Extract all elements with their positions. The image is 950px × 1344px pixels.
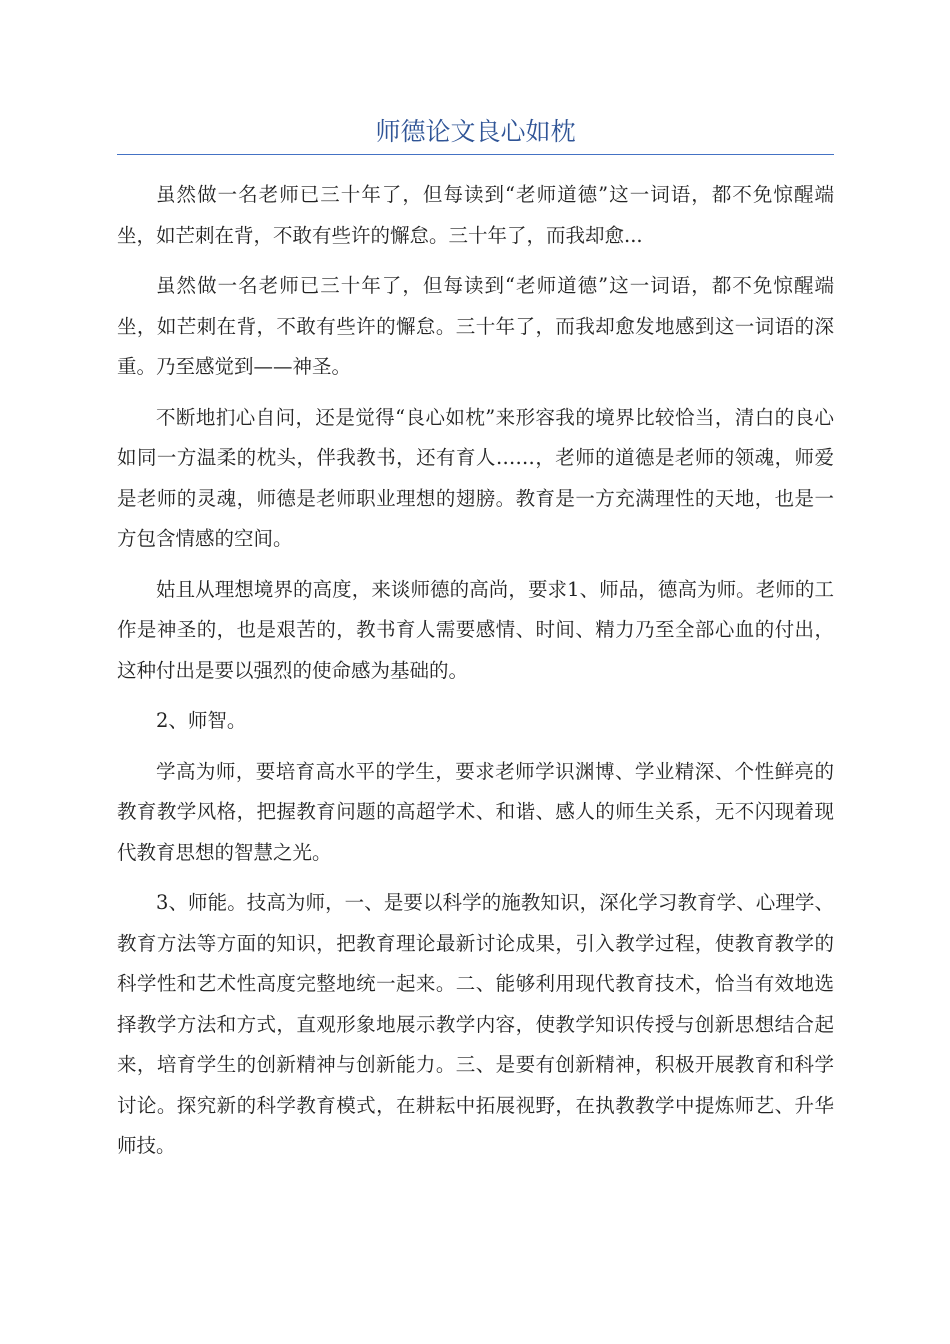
document-title: 师德论文良心如枕 [375,117,576,146]
paragraph-1: 虽然做一名老师已三十年了，但每读到“老师道德”这一词语，都不免惊醒端坐，如芒刺在背，不敢有些许的懈怠。三十年了，而我却愈... [117,183,834,247]
paragraph-5: 2、师智。 [156,709,247,732]
paragraph-2: 虽然做一名老师已三十年了，但每读到“老师道德”这一词语，都不免惊醒端坐，如芒刺在背，不敢有些许的懈怠。三十年了，而我却愈发地感到这一词语的深重。乃至感觉到——神圣。 [117,274,834,378]
paragraph-7: 3、师能。技高为师，一、是要以科学的施教知识，深化学习教育学、心理学、教育方法等方面的知识，把教育理论最新讨论成果，引入教学过程，使教育教学的科学性和艺术性高度完整地统一起来。二、能够利用现代教育技术，恰当有效地选择教学方法和方式，直观形象地展示教学内容，使教学知识传授与创新思想结合起来，培育学生的创新精神与创新能力。三、是要有创新精神，积极开展教育和科学讨论。探究新的科学教育模式，在耕耘中拓展视野，在执教教学中提炼师艺、升华师技。 [117,891,834,1157]
paragraph-6: 学高为师，要培育高水平的学生，要求老师学识渊博、学业精深、个性鲜亮的教育教学风格，把握教育问题的高超学术、和谐、感人的师生关系，无不闪现着现代教育思想的智慧之光。 [117,759,834,864]
title-underline [117,154,834,155]
paragraph-3: 不断地扪心自问，还是觉得“良心如枕”来形容我的境界比较恰当，清白的良心如同一方温柔的枕头，伴我教书，还有育人……，老师的道德是老师的领魂，师爱是老师的灵魂，师德是老师职业理想的翅膀。教育是一方充满理性的天地，也是一方包含情感的空间。 [117,405,834,550]
paragraph-4: 姑且从理想境界的高度，来谈师德的高尚，要求1、师品，德高为师。老师的工作是神圣的，也是艰苦的，教书育人需要感情、时间、精力乃至全部心血的付出，这种付出是要以强烈的使命感为基础的。 [117,577,834,682]
document-body [117,175,834,1177]
